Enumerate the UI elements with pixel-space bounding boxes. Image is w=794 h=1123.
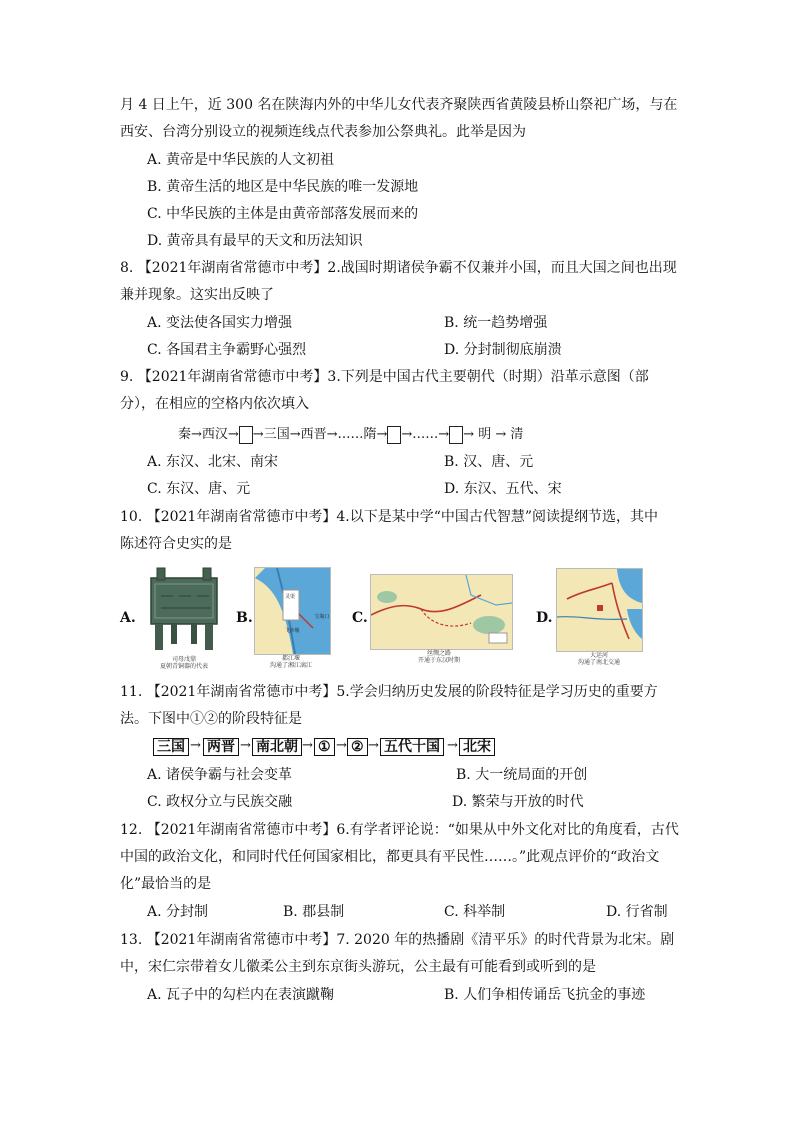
q9-option-a: A. 东汉、北宋、南宋 [147, 454, 279, 470]
q9-blank-box-1 [239, 426, 253, 444]
q12-option-a: A. 分封制 [147, 904, 209, 920]
q11-arrow-4: → [336, 738, 347, 753]
q8-stem-line2: 兼并现象。这实出反映了 [120, 287, 274, 303]
q10-caption-d-2: 沟通了南北交通 [577, 659, 620, 666]
q10-caption-a-1: 司母戊鼎 [171, 656, 196, 663]
bronze-ding-image [143, 566, 225, 654]
q9-flow-seg-3: →……→ [401, 427, 450, 442]
q10-caption-c-2: 开通于东汉时期 [417, 657, 460, 664]
q8-option-d: D. 分封制彻底崩溃 [444, 342, 562, 358]
q11-arrow-1: → [190, 738, 201, 753]
q9-blank-box-3 [449, 426, 463, 444]
q10-label-c: C. [352, 610, 368, 626]
q10-label-a: A. [120, 610, 136, 626]
q7-stem-line1: 月 4 日上午，近 300 名在陕海内外的中华儿女代表齐聚陕西省黄陵县桥山祭祀广场，与在 [120, 97, 678, 113]
q11-stage-7: 北宋 [459, 738, 495, 756]
q10-image-d-canal-map [556, 568, 643, 652]
q11-option-c: C. 政权分立与民族交融 [147, 794, 293, 810]
q9-stem-line2: 分），在相应的空格内依次填入 [120, 396, 309, 412]
q11-option-a: A. 诸侯争霸与社会变革 [147, 767, 293, 783]
q10-image-b-map [254, 567, 331, 655]
q10-label-d: D. [536, 610, 553, 626]
q9-blank-box-2 [387, 426, 401, 444]
q10-map-b-label-3: 宝瓶口 [314, 614, 330, 620]
q9-option-c: C. 东汉、唐、元 [147, 481, 251, 497]
q10-map-b-label-1: 灵渠 [284, 594, 295, 600]
silk-road-map-image [371, 575, 512, 649]
q10-caption-a-2: 夏朝青铜器的代表 [159, 663, 208, 670]
q11-arrow-5: → [368, 738, 379, 753]
q10-caption-c-1: 丝绸之路 [426, 650, 451, 657]
q9-flow-seg-2: →三国→西晋→……隋→ [252, 427, 388, 442]
q11-arrow-2: → [240, 738, 251, 753]
q9-option-b: B. 汉、唐、元 [444, 454, 534, 470]
q10-caption-b-2: 沟通了湘江漓江 [269, 662, 312, 669]
q9-flow-seg-4: → 明 → 清 [463, 427, 524, 442]
q8-option-a: A. 变法使各国实力增强 [147, 315, 293, 331]
q11-arrow-6: → [447, 738, 458, 753]
q11-stage-6: 五代十国 [380, 738, 444, 756]
q9-stem-line1: 9. 【2021年湖南省常德市中考】3.下列是中国古代主要朝代（时期）沿革示意图（部 [120, 369, 649, 385]
q10-caption-b-1: 都江堰 [281, 655, 300, 662]
q9-flow-seg-1: 秦→西汉→ [178, 427, 239, 442]
q11-stage-3: 南北朝 [252, 738, 302, 756]
q7-option-b: B. 黄帝生活的地区是中华民族的唯一发源地 [147, 179, 419, 195]
q10-label-b: B. [236, 610, 253, 626]
q10-caption-d-1: 大运河 [589, 652, 608, 659]
q11-stem-line2: 法。下图中①②的阶段特征是 [120, 711, 302, 727]
q11-stage-1: 三国 [153, 738, 189, 756]
q11-stage-2: 两晋 [203, 738, 239, 756]
q13-stem-line2: 中，宋仁宗带着女儿徽柔公主到东京街头游玩，公主最有可能看到或听到的是 [120, 959, 596, 975]
q9-option-d: D. 东汉、五代、宋 [444, 481, 562, 497]
q12-stem-line2: 中国的政治文化，和同时代任何国家相比，都更具有平民性……。”此观点评价的“政治文 [120, 849, 660, 865]
q12-stem-line1: 12. 【2021年湖南省常德市中考】6.有学者评论说：“如果从中外文化对比的角度看，古代 [120, 822, 679, 838]
q13-option-a: A. 瓦子中的勾栏内在表演蹴鞠 [147, 987, 335, 1003]
q8-option-c: C. 各国君主争霸野心强烈 [147, 342, 307, 358]
q11-stem-line1: 11. 【2021年湖南省常德市中考】5.学会归纳历史发展的阶段特征是学习历史的重要方 [120, 684, 658, 700]
grand-canal-map-image [557, 569, 642, 651]
q11-stage-4: ① [314, 738, 335, 756]
q11-option-d: D. 繁荣与开放的时代 [452, 794, 584, 810]
q10-image-c-silkroad-map [370, 574, 513, 650]
q11-arrow-3: → [302, 738, 313, 753]
q11-stage-5: ② [347, 738, 368, 756]
q7-stem-line2: 西安、台湾分别设立的视频连线点代表参加公祭典礼。此举是因为 [120, 124, 526, 140]
q10-image-a-ding [143, 566, 225, 670]
q12-option-c: C. 科举制 [444, 904, 506, 920]
q8-option-b: B. 统一趋势增强 [444, 315, 548, 331]
q7-option-c: C. 中华民族的主体是由黄帝部落发展而来的 [147, 206, 419, 222]
dujiangyan-map-image [255, 568, 330, 654]
q7-option-a: A. 黄帝是中华民族的人文初祖 [147, 152, 335, 168]
q12-option-d: D. 行省制 [606, 904, 668, 920]
q10-map-b-label-2: 飞沙堰 [284, 628, 300, 634]
q13-option-b: B. 人们争相传诵岳飞抗金的事迹 [444, 987, 646, 1003]
q11-option-b: B. 大一统局面的开创 [456, 767, 588, 783]
q8-stem-line1: 8. 【2021年湖南省常德市中考】2.战国时期诸侯争霸不仅兼并小国，而且大国之间也出现 [120, 260, 677, 276]
q12-stem-line3: 化”最恰当的是 [120, 876, 212, 892]
q9-flow-diagram [178, 423, 523, 444]
q10-stem-line1: 10. 【2021年湖南省常德市中考】4.以下是某中学“中国古代智慧”阅读提纲节选，其中 [120, 509, 659, 525]
q13-stem-line1: 13. 【2021年湖南省常德市中考】7. 2020 年的热播剧《清平乐》的时代背景为北宋。剧 [120, 932, 675, 948]
q12-option-b: B. 郡县制 [283, 904, 345, 920]
q10-stem-line2: 陈述符合史实的是 [120, 536, 232, 552]
q7-option-d: D. 黄帝具有最早的天文和历法知识 [147, 233, 363, 249]
